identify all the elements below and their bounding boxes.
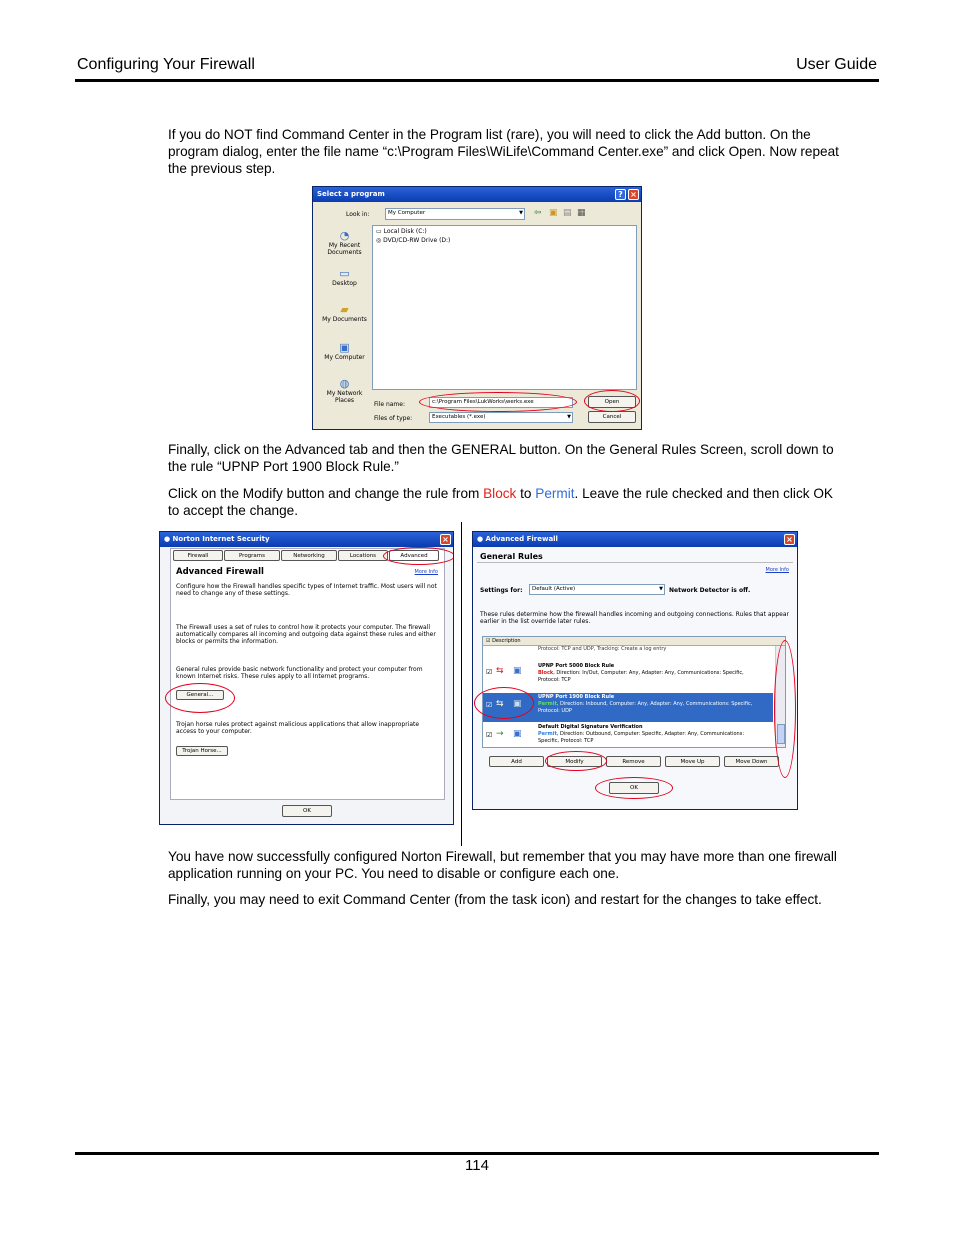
highlight-file-name: [419, 392, 577, 412]
highlight-advanced-tab: [383, 547, 454, 565]
settings-for-label: Settings for:: [480, 587, 523, 594]
block-arrow-icon: ⇆: [496, 666, 504, 676]
place-desktop[interactable]: [317, 267, 372, 287]
computer-icon: ▣: [513, 666, 522, 676]
divider: [477, 562, 793, 563]
settings-for-select[interactable]: [529, 584, 665, 595]
file-type-label: Files of type:: [374, 415, 413, 422]
drive-icon: ▭: [376, 228, 382, 235]
panel-text: Trojan horse rules protect against malicious applications that allow inappropriate access to your computer.: [176, 721, 420, 735]
rule-text: [538, 694, 773, 715]
open-button[interactable]: Open: [588, 396, 636, 408]
file-name-value: c:\Program Files\LukWorks\werks.exe: [432, 399, 534, 405]
rule-protocol: Protocol: TCP: [538, 677, 571, 683]
tab-panel: [170, 548, 445, 800]
table-row[interactable]: [483, 663, 773, 692]
close-icon[interactable]: ×: [440, 534, 451, 545]
add-button[interactable]: Add: [489, 756, 544, 767]
footer-rule: [75, 1152, 879, 1155]
back-icon[interactable]: ⇦: [534, 208, 542, 218]
header-section-title: Configuring Your Firewall: [77, 56, 255, 73]
chevron-down-icon: ▼: [519, 210, 523, 216]
folder-icon: ▰: [340, 303, 349, 316]
rules-list[interactable]: [482, 636, 786, 748]
panel-heading: Advanced Firewall: [176, 567, 264, 577]
close-icon[interactable]: ×: [628, 189, 639, 200]
outbound-arrow-icon: →: [496, 729, 504, 739]
settings-value: Default (Active): [532, 586, 576, 592]
file-type-value: Executables (*.exe): [432, 414, 486, 420]
text-run: Click on the Modify button and change the rule from: [168, 486, 484, 501]
highlight-open: [584, 390, 640, 412]
dialog-title: Norton Internet Security: [172, 535, 270, 543]
checkbox-checked-icon[interactable]: ☑: [486, 668, 493, 676]
panel-heading: General Rules: [480, 552, 543, 561]
checkbox-checked-icon: ☑: [486, 638, 491, 644]
network-icon: ◍: [339, 377, 350, 390]
text-run: to: [516, 486, 536, 501]
file-name-label: File name:: [374, 401, 405, 408]
places-bar: [317, 225, 372, 425]
ok-button[interactable]: OK: [282, 805, 332, 817]
paragraph-add-program: If you do NOT find Command Center in the Program list (rare), you will need to click the Add button. On the program dialog, enter the file name “c:\Program Files\WiLife\Command Center.exe” and click Open. Now repeat the previous step.: [168, 127, 839, 176]
place-my-documents[interactable]: [317, 303, 372, 323]
tab-networking[interactable]: Networking: [281, 550, 337, 561]
trojan-horse-button[interactable]: Trojan Horse...: [176, 746, 228, 756]
panel-text: The Firewall uses a set of rules to control how it protects your computer. The firewall automatically compares all incoming and outgoing data against these rules and either blocks or permits the information.: [176, 624, 436, 645]
remove-button[interactable]: Remove: [606, 756, 661, 767]
table-row[interactable]: [483, 724, 773, 748]
computer-icon: ▣: [513, 729, 522, 739]
rule-text: [538, 724, 773, 745]
rule-name: UPNP Port 1900 Block Rule: [538, 694, 615, 700]
file-item-label: DVD/CD-RW Drive (D:): [383, 237, 451, 244]
rule-detail: , Direction: Outbound, Computer: Specific, Adapter: Any, Communications:: [556, 731, 745, 737]
permit-keyword: Permit: [535, 486, 575, 501]
checkbox-checked-icon[interactable]: ☑: [486, 731, 493, 739]
paragraph-advanced-tab: Finally, click on the Advanced tab and then the GENERAL button. On the General Rules Screen, scroll down to the rule “UPNP Port 1900 Block Rule.”: [168, 442, 834, 474]
highlight-ok-button: [595, 777, 673, 799]
rule-action: Permit: [538, 731, 557, 737]
look-in-label: Look in:: [346, 211, 370, 218]
panel-text: General rules provide basic network functionality and protect your computer from known Internet risks. These rules apply to all Internet programs.: [176, 666, 423, 680]
header-doc-title: User Guide: [796, 56, 877, 73]
new-folder-icon[interactable]: ▤: [563, 208, 572, 218]
text-run: . Leave the rule checked and then click OK to accept the change.: [168, 486, 833, 518]
place-my-computer[interactable]: [317, 341, 372, 361]
place-label: Desktop: [332, 280, 357, 287]
place-network[interactable]: [317, 377, 372, 404]
place-label: My Recent Documents: [327, 242, 362, 256]
select-program-dialog: [312, 186, 642, 430]
chevron-down-icon: ▼: [659, 586, 663, 592]
list-item[interactable]: [376, 237, 450, 244]
file-item-label: Local Disk (C:): [383, 228, 427, 235]
ok-button[interactable]: OK: [609, 782, 659, 794]
place-label: My Network Places: [326, 390, 363, 404]
dialog-title: Advanced Firewall: [485, 535, 558, 543]
view-menu-icon[interactable]: ▦: [577, 208, 586, 218]
rules-description: These rules determine how the firewall handles incoming and outgoing connections. Rules that appear earlier in the list override later rules.: [480, 611, 789, 625]
recent-documents-icon: ◔: [339, 229, 350, 242]
partial-rule-row: Protocol: TCP and UDP, Tracking: Create a log entry: [538, 646, 667, 652]
checkbox-checked-icon[interactable]: ☑: [486, 701, 493, 709]
rule-name: Default Digital Signature Verification: [538, 724, 643, 730]
computer-icon: ▣: [339, 341, 350, 354]
column-divider: [461, 522, 462, 846]
highlight-scrollbar: [774, 640, 796, 778]
desktop-icon: ▭: [339, 267, 350, 280]
file-list[interactable]: [372, 225, 637, 390]
highlight-general-button: [165, 683, 235, 713]
list-item[interactable]: [376, 228, 427, 235]
advanced-firewall-dialog: [472, 531, 798, 810]
page-number: 114: [465, 1157, 489, 1174]
panel-text: Configure how the Firewall handles specific types of Internet traffic. Most users will not need to change any of these settings.: [176, 583, 437, 597]
more-info-link[interactable]: More Info: [414, 569, 438, 575]
rule-action: Permit: [538, 701, 557, 707]
dialog-titlebar: [313, 187, 641, 202]
look-in-value: My Computer: [388, 210, 426, 216]
rule-protocol: Specific, Protocol: TCP: [538, 738, 594, 744]
dialog-titlebar: [160, 532, 453, 547]
computer-icon: ▣: [513, 699, 522, 709]
place-label: My Documents: [322, 316, 367, 323]
dialog-title: Select a program: [317, 190, 385, 198]
rule-detail: , Direction: Inbound, Computer: Any, Adapter: Any, Communications: Specific,: [556, 701, 753, 707]
help-icon[interactable]: ?: [615, 189, 626, 200]
place-label: My Computer: [324, 354, 365, 361]
more-info-link[interactable]: More Info: [765, 567, 789, 573]
look-in-select[interactable]: [385, 208, 525, 220]
column-header[interactable]: [483, 637, 785, 646]
norton-logo-icon: ●: [164, 535, 171, 543]
dialog-titlebar: [473, 532, 797, 547]
move-up-button[interactable]: Move Up: [665, 756, 720, 767]
modify-button[interactable]: Modify: [547, 756, 602, 767]
tab-programs[interactable]: Programs: [224, 550, 280, 561]
highlight-rule-checkbox: [474, 687, 534, 719]
highlight-modify-button: [545, 751, 607, 771]
norton-logo-icon: ●: [477, 535, 484, 543]
rule-text: [538, 663, 773, 684]
tab-advanced[interactable]: Advanced: [389, 550, 439, 561]
tab-firewall[interactable]: Firewall: [173, 550, 223, 561]
chevron-down-icon: ▼: [567, 414, 571, 420]
rule-protocol: Protocol: UDP: [538, 708, 572, 714]
network-detector-status: Network Detector is off.: [669, 587, 751, 594]
up-folder-icon[interactable]: ▣: [549, 208, 558, 218]
tab-locations[interactable]: Locations: [338, 550, 388, 561]
rule-action: Block: [538, 670, 554, 676]
cancel-button[interactable]: Cancel: [588, 411, 636, 423]
header-rule: [75, 79, 879, 82]
rule-name: UPNP Port 5000 Block Rule: [538, 663, 615, 669]
close-icon[interactable]: ×: [784, 534, 795, 545]
place-recent[interactable]: [317, 229, 372, 256]
general-button[interactable]: General...: [176, 690, 224, 700]
norton-security-dialog: [159, 531, 454, 825]
file-type-select[interactable]: [429, 412, 573, 423]
block-keyword: Block: [483, 486, 517, 501]
paragraph-conclusion: You have now successfully configured Norton Firewall, but remember that you may have more than one firewall application running on your PC. You need to disable or configure each one.: [168, 849, 837, 881]
cd-drive-icon: ◎: [376, 237, 382, 244]
paragraph-restart: Finally, you may need to exit Command Center (from the task icon) and restart for the changes to take effect.: [168, 892, 822, 907]
column-header-label: Description: [492, 638, 521, 644]
rule-detail: , Direction: In/Out, Computer: Any, Adapter: Any, Communications: Specific,: [553, 670, 744, 676]
move-down-button[interactable]: Move Down: [724, 756, 779, 767]
permit-arrow-icon: ⇆: [496, 699, 504, 709]
paragraph-modify-rule: [168, 485, 848, 519]
